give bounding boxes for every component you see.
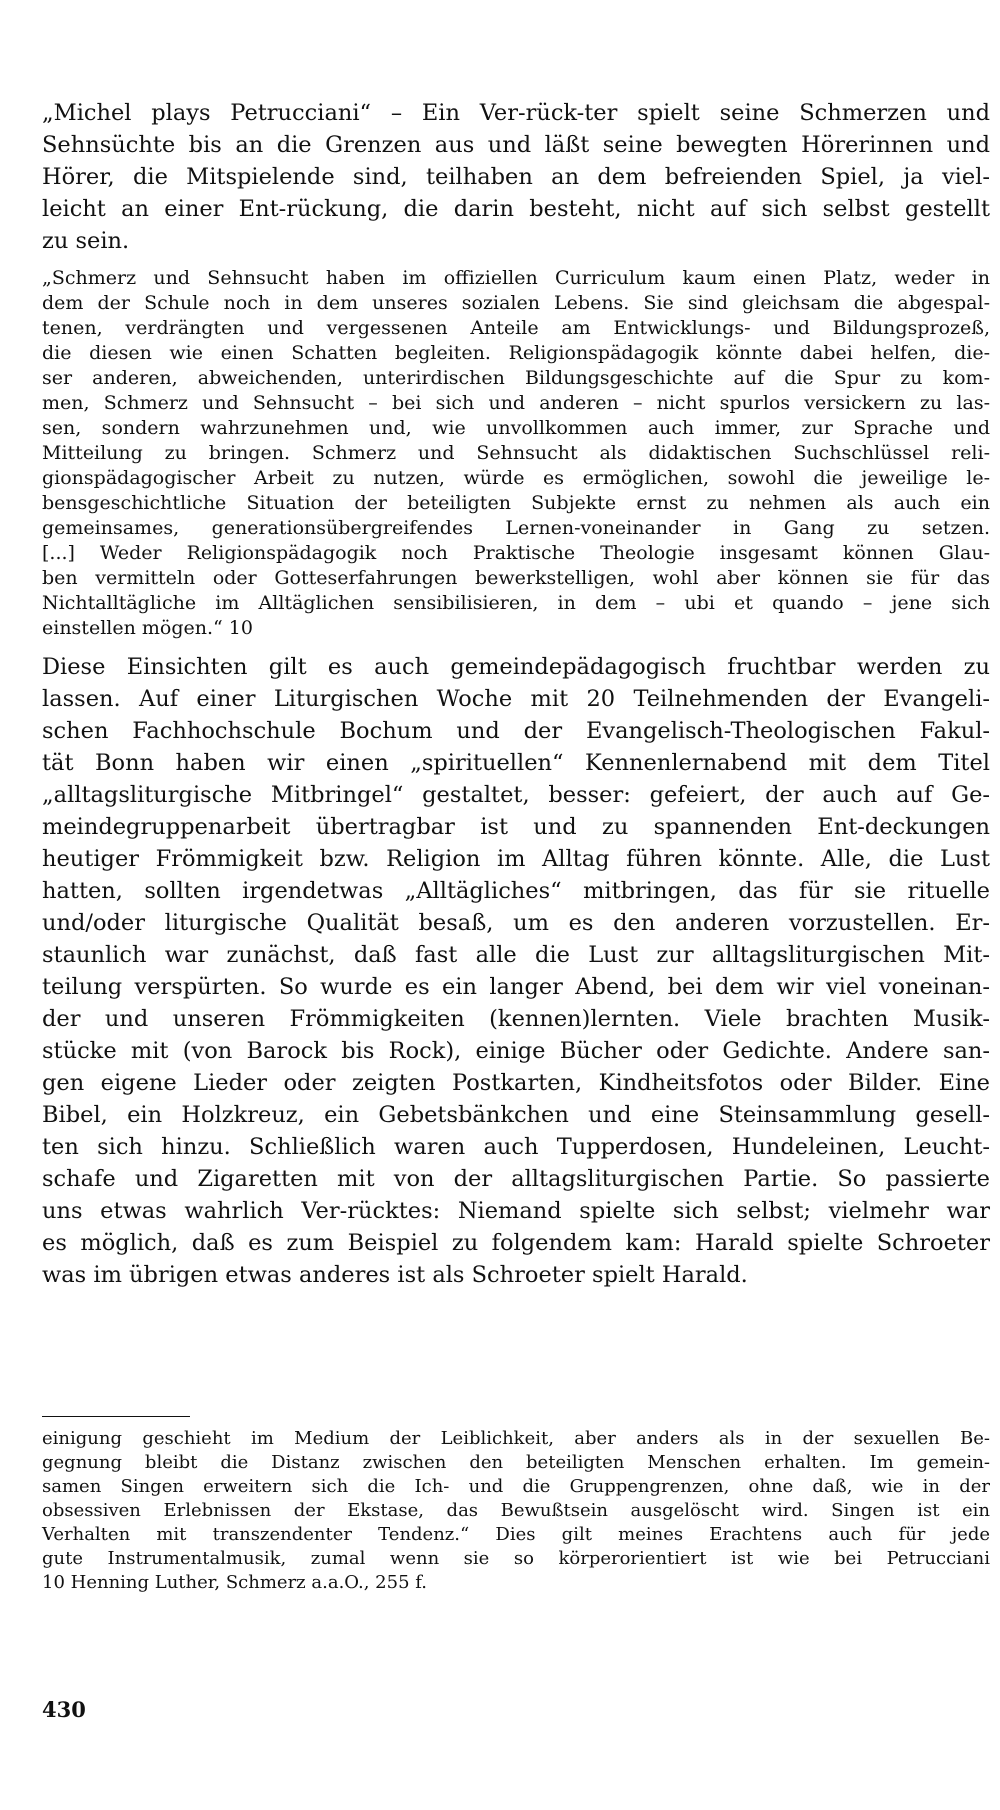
text-line: Bibel, ein Holzkreuz, ein Gebetsbänkchen und eine Steinsammlung gesell-	[42, 1102, 990, 1128]
text-line: uns etwas wahrlich Ver-rücktes: Niemand spielte sich selbst; vielmehr war	[42, 1198, 990, 1224]
text-line: stücke mit (von Barock bis Rock), einige Bücher oder Gedichte. Andere san-	[42, 1038, 990, 1064]
quote-line: Nichtalltägliche im Alltäglichen sensibilisieren, in dem – ubi et quando – jene sich	[42, 592, 990, 614]
text-line: ten sich hinzu. Schließlich waren auch Tupperdosen, Hundeleinen, Leucht-	[42, 1134, 990, 1160]
quote-line: [...] Weder Religionspädagogik noch Praktische Theologie insgesamt können Glau-	[42, 542, 990, 564]
quote-line: die diesen wie einen Schatten begleiten. Religionspädagogik könnte dabei helfen, die-	[42, 342, 990, 364]
footnote-line: einigung geschieht im Medium der Leiblichkeit, aber anders als in der sexuellen Be-	[42, 1428, 990, 1449]
text-line: und/oder liturgische Qualität besaß, um es den anderen vorzustellen. Er-	[42, 910, 990, 936]
quote-line: einstellen mögen.“ 10	[42, 617, 253, 639]
text-line: lassen. Auf einer Liturgischen Woche mit 20 Teilnehmenden der Evangeli-	[42, 686, 990, 712]
text-line: zu sein.	[42, 228, 130, 254]
quote-line: bensgeschichtliche Situation der beteiligten Subjekte ernst zu nehmen als auch ein	[42, 492, 990, 514]
quote-line: men, Schmerz und Sehnsucht – bei sich und anderen – nicht spurlos versickern zu las-	[42, 392, 990, 414]
footnote-line: 10 Henning Luther, Schmerz a.a.O., 255 f.	[42, 1572, 427, 1593]
footnote-line: Verhalten mit transzendenter Tendenz.“ Dies gilt meines Erachtens auch für jede	[42, 1524, 990, 1545]
quote-line: „Schmerz und Sehnsucht haben im offiziellen Curriculum kaum einen Platz, weder in	[42, 267, 990, 289]
quote-line: gemeinsames, generationsübergreifendes Lernen-voneinander in Gang zu setzen.	[42, 517, 990, 539]
quote-line: Mitteilung zu bringen. Schmerz und Sehnsucht als didaktischen Suchschlüssel reli-	[42, 442, 990, 464]
text-line: teilung verspürten. So wurde es ein langer Abend, bei dem wir viel voneinan-	[42, 974, 990, 1000]
quote-line: dem der Schule noch in dem unseres sozialen Lebens. Sie sind gleichsam die abgespal-	[42, 292, 990, 314]
footnote-line: obsessiven Erlebnissen der Ekstase, das Bewußtsein ausgelöscht wird. Singen ist ein	[42, 1500, 990, 1521]
text-line: gen eigene Lieder oder zeigten Postkarten, Kindheitsfotos oder Bilder. Eine	[42, 1070, 990, 1096]
text-line: „Michel plays Petrucciani“ – Ein Ver-rück-ter spielt seine Schmerzen und	[42, 100, 990, 126]
quote-line: gionspädagogischer Arbeit zu nutzen, würde es ermöglichen, sowohl die jeweilige le-	[42, 467, 990, 489]
quote-line: ser anderen, abweichenden, unterirdischen Bildungsgeschichte auf die Spur zu kom-	[42, 367, 990, 389]
text-line: staunlich war zunächst, daß fast alle die Lust zur alltagsliturgischen Mit-	[42, 942, 990, 968]
text-line: Hörer, die Mitspielende sind, teilhaben an dem befreienden Spiel, ja viel-	[42, 164, 990, 190]
text-line: der und unseren Frömmigkeiten (kennen)lernten. Viele brachten Musik-	[42, 1006, 990, 1032]
text-line: schafe und Zigaretten mit von der alltagsliturgischen Partie. So passierte	[42, 1166, 990, 1192]
text-line: es möglich, daß es zum Beispiel zu folgendem kam: Harald spielte Schroeter	[42, 1230, 990, 1256]
text-line: Sehnsüchte bis an die Grenzen aus und läßt seine bewegten Hörerinnen und	[42, 132, 990, 158]
text-line: leicht an einer Ent-rückung, die darin besteht, nicht auf sich selbst gestellt	[42, 196, 990, 222]
text-line: hatten, sollten irgendetwas „Alltägliches“ mitbringen, das für sie rituelle	[42, 878, 990, 904]
quote-line: sen, sondern wahrzunehmen und, wie unvollkommen auch immer, zur Sprache und	[42, 417, 990, 439]
text-line: schen Fachhochschule Bochum und der Evangelisch-Theologischen Fakul-	[42, 718, 990, 744]
text-line: tät Bonn haben wir einen „spirituellen“ Kennenlernabend mit dem Titel	[42, 750, 990, 776]
text-line: meindegruppenarbeit übertragbar ist und zu spannenden Ent-deckungen	[42, 814, 990, 840]
text-line: heutiger Frömmigkeit bzw. Religion im Alltag führen könnte. Alle, die Lust	[42, 846, 990, 872]
footnote-line: gegnung bleibt die Distanz zwischen den beteiligten Menschen erhalten. Im gemein-	[42, 1452, 990, 1473]
quote-line: tenen, verdrängten und vergessenen Anteile am Entwicklungs- und Bildungsprozeß,	[42, 317, 990, 339]
page-number: 430	[42, 1697, 86, 1722]
text-line: Diese Einsichten gilt es auch gemeindepädagogisch fruchtbar werden zu	[42, 654, 990, 680]
quote-line: ben vermitteln oder Gotteserfahrungen bewerkstelligen, wohl aber können sie für das	[42, 567, 990, 589]
footnote-rule	[42, 1416, 190, 1417]
footnote-line: samen Singen erweitern sich die Ich- und die Gruppengrenzen, ohne daß, wie in der	[42, 1476, 990, 1497]
text-line: was im übrigen etwas anderes ist als Schroeter spielt Harald.	[42, 1262, 748, 1288]
text-line: „alltagsliturgische Mitbringel“ gestaltet, besser: gefeiert, der auch auf Ge-	[42, 782, 990, 808]
footnote-line: gute Instrumentalmusik, zumal wenn sie so körperorientiert ist wie bei Petrucciani	[42, 1548, 990, 1569]
